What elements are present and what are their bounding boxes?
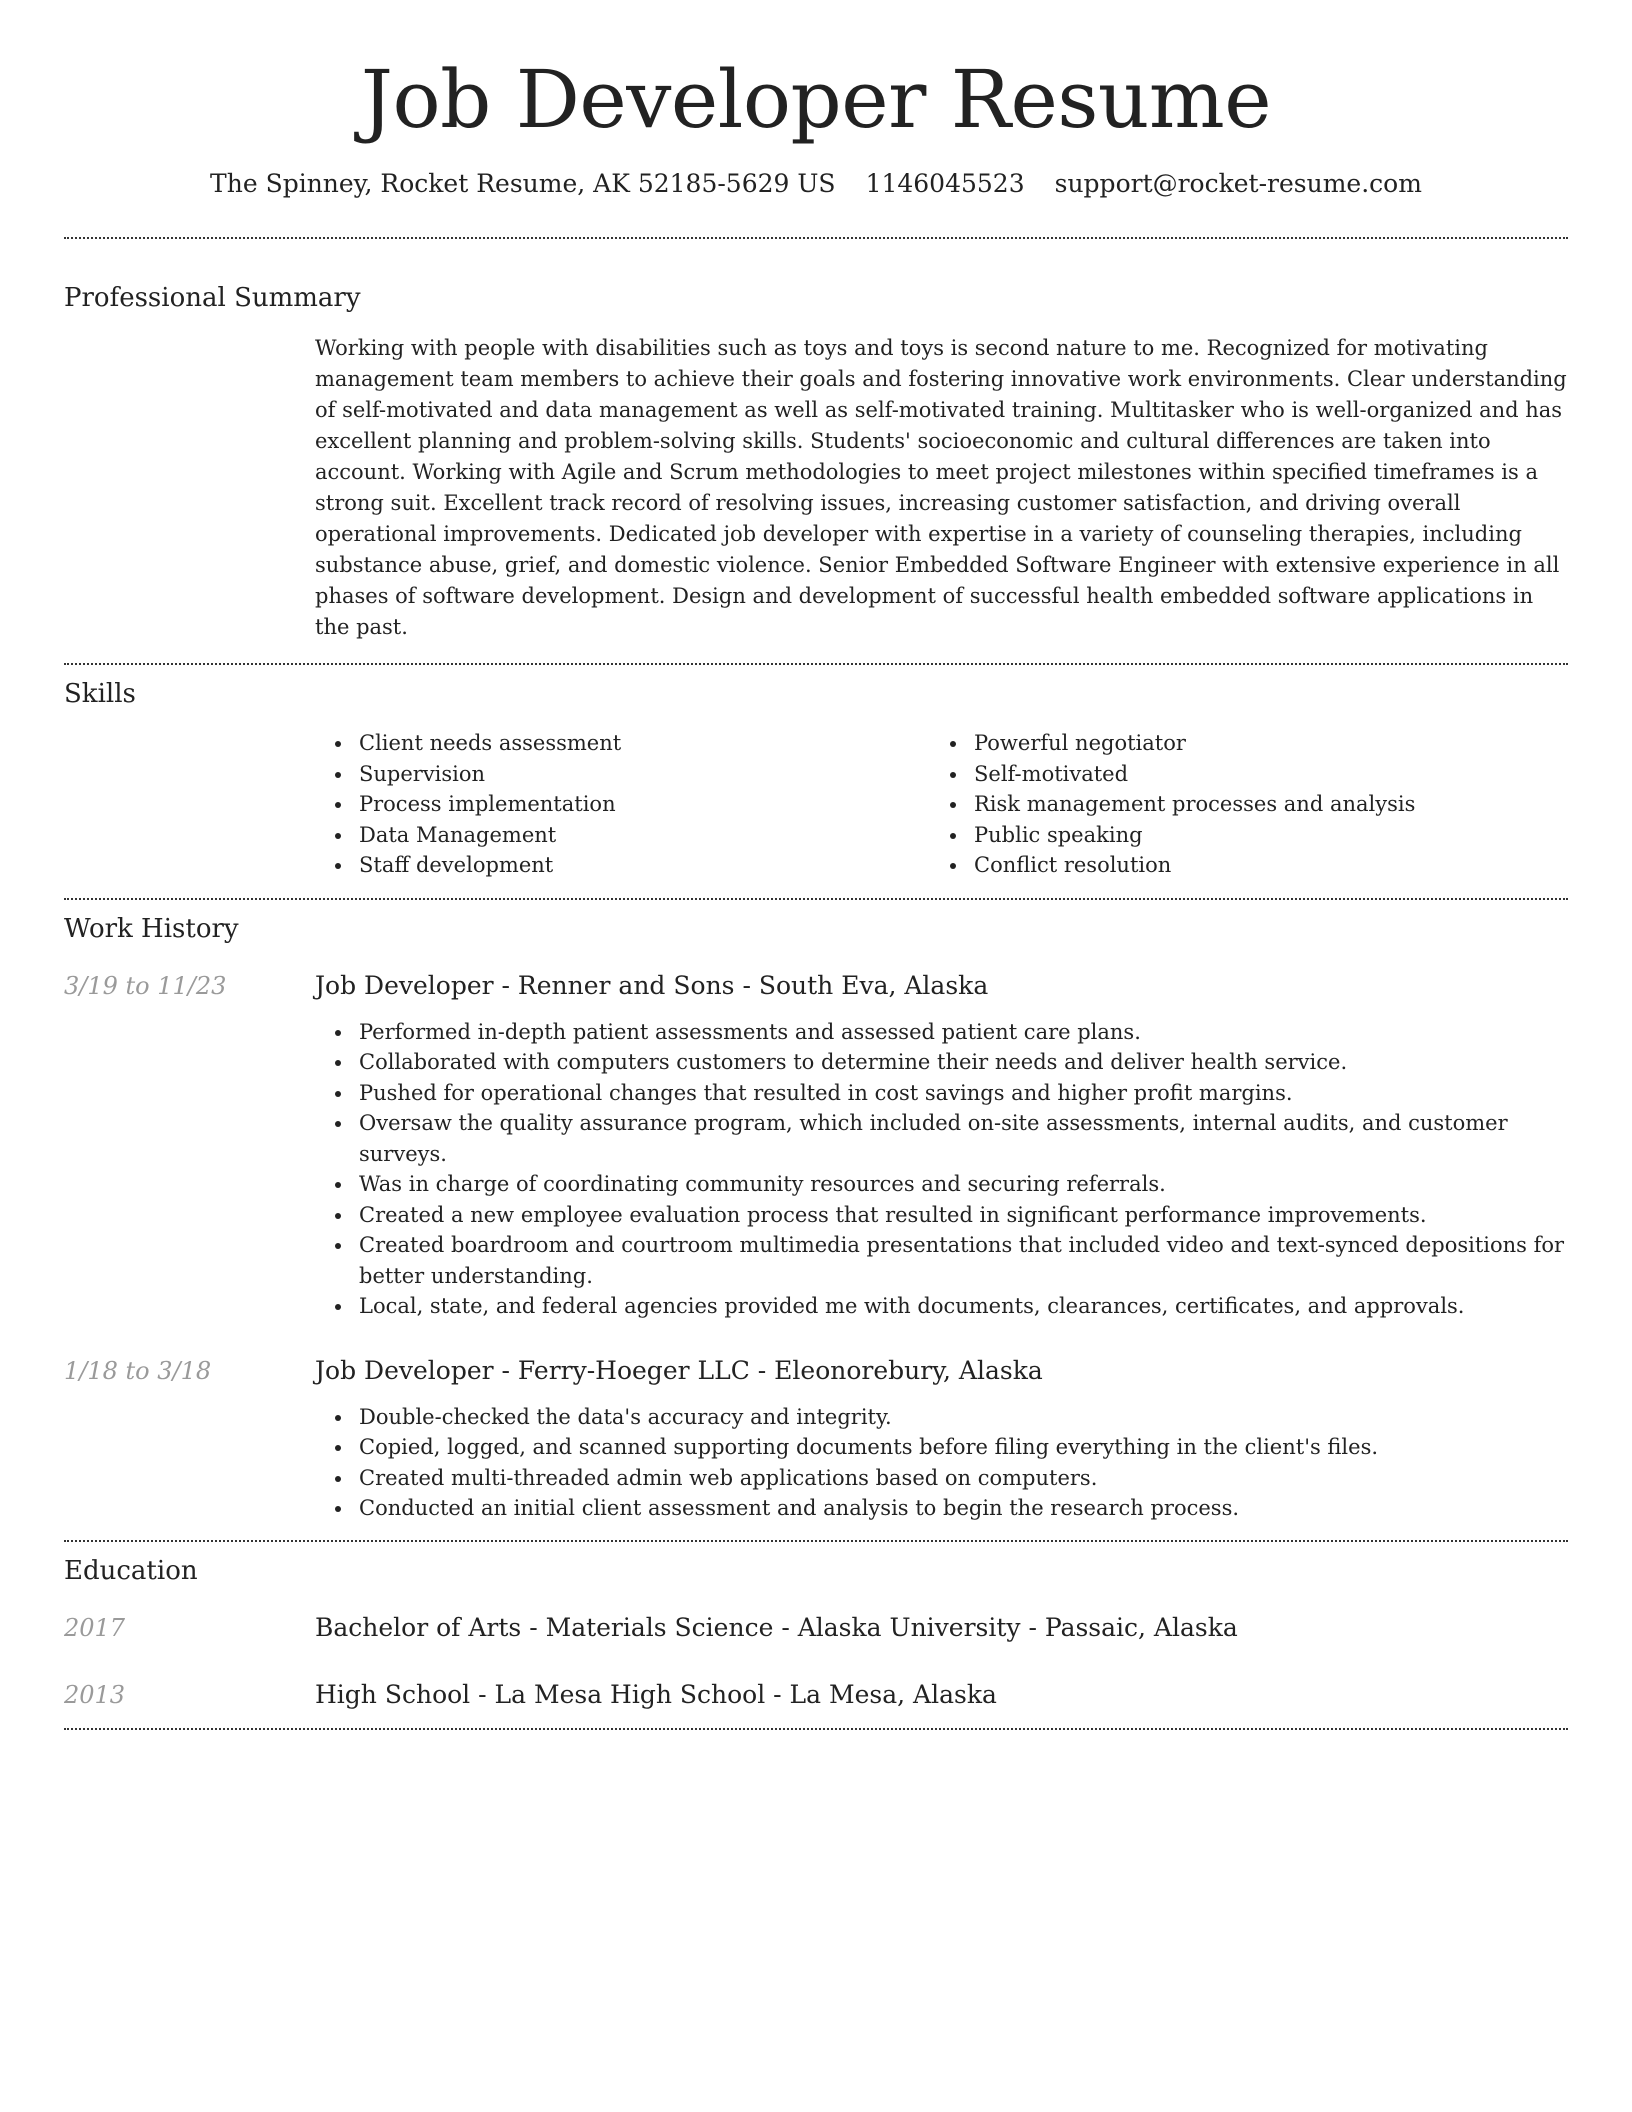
divider [64,237,1568,239]
work-heading: Work History [64,913,239,944]
resume-page [64,0,1568,1730]
job-bullet: Copied, logged, and scanned supporting documents before filing everything in the client's files. [315,1432,1568,1463]
skill-item: Client needs assessment [315,728,930,759]
job-dates: 1/18 to 3/18 [64,1356,212,1385]
job-bullets-wrap [315,1017,1568,1322]
education-title: High School - La Mesa High School - La Mesa, Alaska [315,1679,997,1709]
education-heading: Education [64,1555,198,1586]
contact-phone: 1146045523 [865,169,1025,198]
job-bullet: Pushed for operational changes that resulted in cost savings and higher profit margins. [315,1078,1568,1109]
job-title: Job Developer - Renner and Sons - South Eva, Alaska [315,970,989,1000]
skill-item: Process implementation [315,789,930,820]
contact-line [64,166,1568,202]
skill-item: Staff development [315,850,930,881]
skills-list [315,728,1568,881]
job-bullet: Local, state, and federal agencies provided me with documents, clearances, certificates, and approvals. [315,1291,1568,1322]
divider [64,898,1568,900]
contact-email: support@rocket-resume.com [1054,169,1422,198]
skill-item: Public speaking [930,820,1545,851]
job-bullet: Oversaw the quality assurance program, which included on-site assessments, internal audits, and customer surveys. [315,1108,1568,1169]
job-bullet: Created multi-threaded admin web applications based on computers. [315,1463,1568,1494]
job-bullets-wrap [315,1402,1568,1524]
divider [64,1540,1568,1542]
job-bullets [315,1017,1568,1322]
skill-item: Conflict resolution [930,850,1545,881]
skill-item: Self-motivated [930,759,1545,790]
education-entry [64,1677,1568,1713]
contact-address: The Spinney, Rocket Resume, AK 52185-5629 US [210,169,836,198]
job-bullet: Collaborated with computers customers to determine their needs and deliver health service. [315,1047,1568,1078]
skills-heading: Skills [64,679,136,709]
job-title: Job Developer - Ferry-Hoeger LLC - Eleonorebury, Alaska [315,1355,1043,1385]
skill-item: Supervision [315,759,930,790]
job-bullet: Performed in-depth patient assessments and assessed patient care plans. [315,1017,1568,1048]
divider [64,663,1568,665]
job-bullet: Double-checked the data's accuracy and integrity. [315,1402,1568,1433]
education-year: 2017 [64,1613,126,1642]
job-dates: 3/19 to 11/23 [64,971,227,1000]
education-entry [64,1610,1568,1646]
job-bullet: Created boardroom and courtroom multimedia presentations that included video and text-synced depositions for better understanding. [315,1230,1568,1291]
job-bullet: Was in charge of coordinating community resources and securing referrals. [315,1169,1568,1200]
job-entry-header [64,968,1568,1004]
resume-title: Job Developer Resume [360,53,1272,146]
education-year: 2013 [64,1680,126,1709]
skill-item: Data Management [315,820,930,851]
skills-list-wrap [315,728,1568,881]
summary-heading: Professional Summary [64,283,361,313]
job-bullets [315,1402,1568,1524]
summary-text: Working with people with disabilities such as toys and toys is second nature to me. Recognized for motivating management team members to achieve their goals and fostering innovative work environments. Clear understanding of self-motivated and data management as well as self-motivated training. Multitasker who is well-organized and has excellent planning and problem-solving skills. Students' socioeconomic and cultural differences are taken into account. Working with Agile and Scrum methodologies to meet project milestones within specified timeframes is a strong suit. Excellent track record of resolving issues, increasing customer satisfaction, and driving overall operational improvements. Dedicated job developer with expertise in a variety of counseling therapies, including substance abuse, grief, and domestic violence. Senior Embedded Software Engineer with extensive experience in all phases of software development. Design and development of successful health embedded software applications in the past. [315,336,1567,639]
job-bullet: Conducted an initial client assessment and analysis to begin the research process. [315,1493,1568,1524]
job-bullet: Created a new employee evaluation process that resulted in significant performance improvements. [315,1200,1568,1231]
divider [64,1728,1568,1730]
job-entry-header [64,1353,1568,1389]
skill-item: Risk management processes and analysis [930,789,1545,820]
education-title: Bachelor of Arts - Materials Science - Alaska University - Passaic, Alaska [315,1612,1238,1642]
skill-item: Powerful negotiator [930,728,1545,759]
